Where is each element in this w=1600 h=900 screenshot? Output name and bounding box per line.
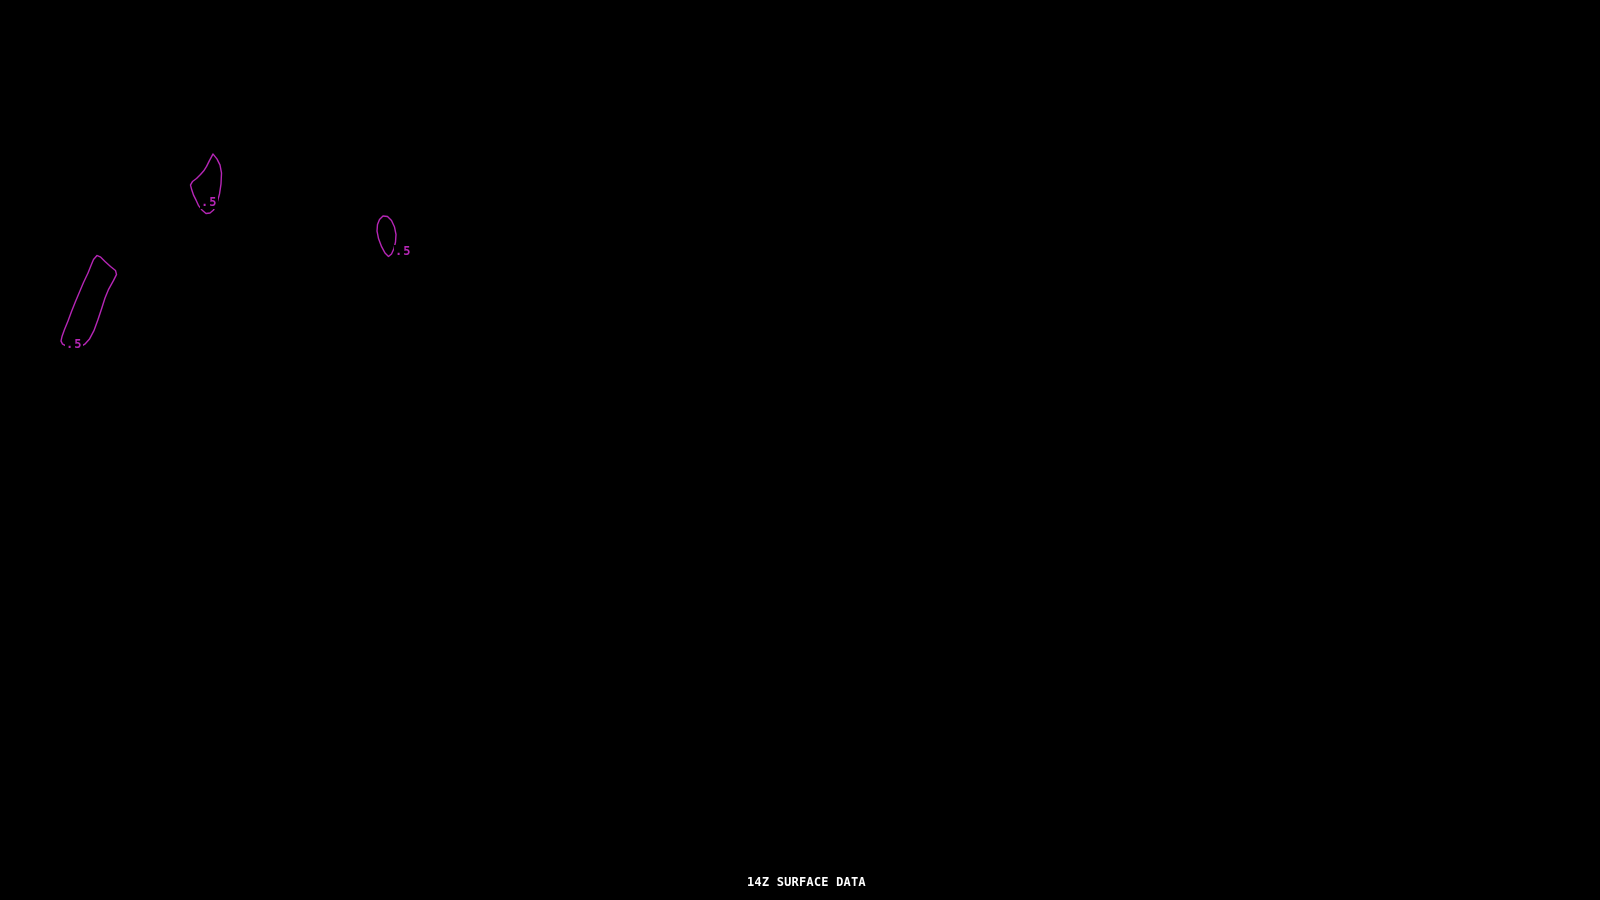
contour-label-north: .5 bbox=[201, 195, 218, 209]
contour-line-southwest bbox=[61, 256, 117, 349]
contour-label-southwest: .5 bbox=[66, 337, 83, 351]
contour-label-east: .5 bbox=[395, 244, 412, 258]
product-title: 14Z SURFACE DATA bbox=[747, 875, 866, 889]
